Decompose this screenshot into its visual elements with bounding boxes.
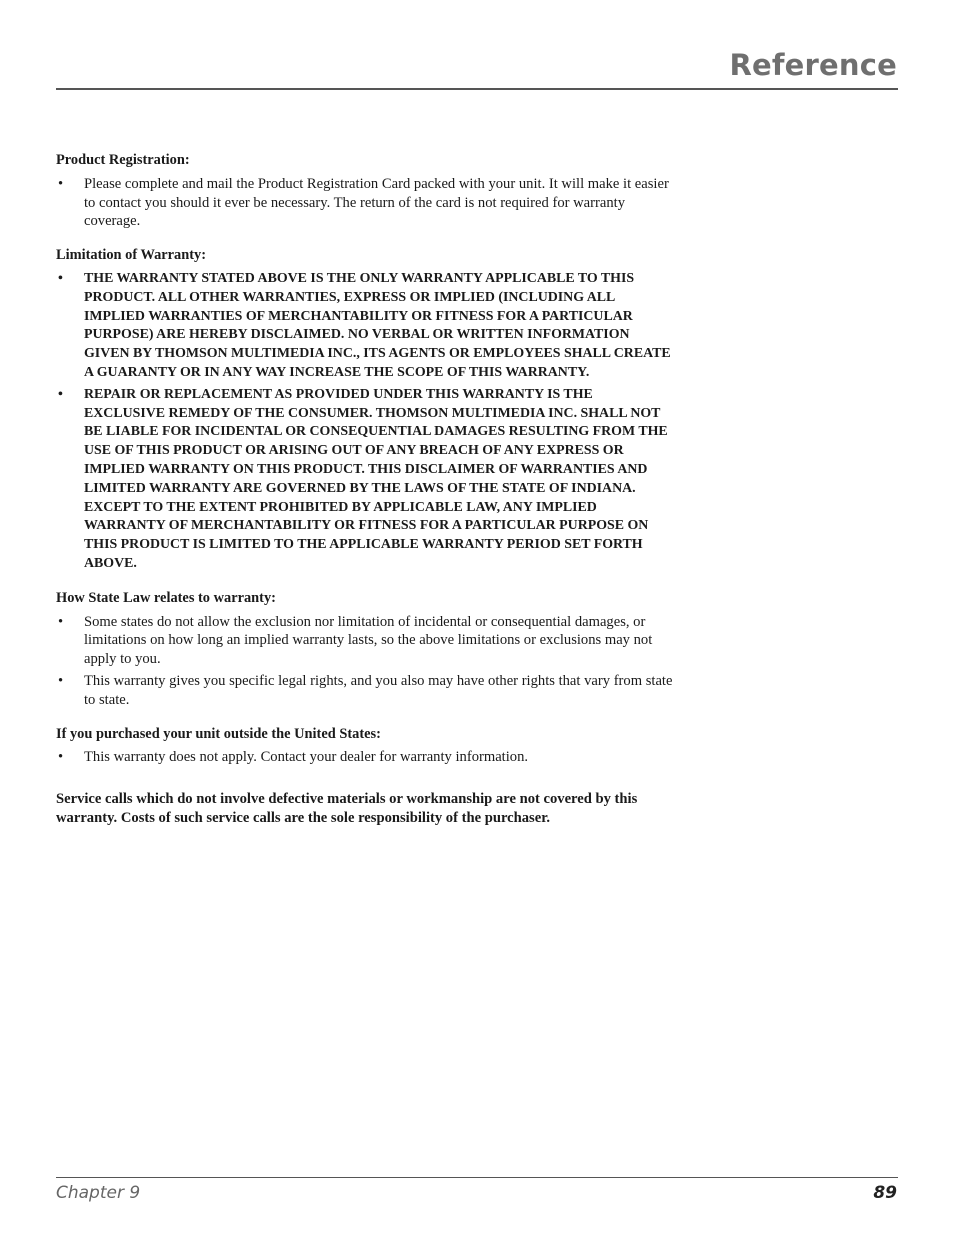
bullet-icon: • xyxy=(58,386,63,402)
list-item-text: This warranty gives you specific legal rights, and you also may have other rights that vary from state to state. xyxy=(84,672,673,708)
section-heading: If you purchased your unit outside the United States: xyxy=(56,725,381,742)
bullet-list xyxy=(56,270,676,574)
section-heading: How State Law relates to warranty: xyxy=(56,589,276,606)
footer-divider xyxy=(56,1177,898,1178)
list-item xyxy=(56,672,676,710)
footer-chapter: Chapter 9 xyxy=(56,1183,141,1203)
bullet-icon: • xyxy=(58,175,64,192)
list-item-text: Some states do not allow the exclusion nor limitation of incidental or consequential damages, or limitations on how long an implied warranty lasts, so the above limitations or exclusions may not apply to you. xyxy=(84,613,653,668)
section-heading: Limitation of Warranty: xyxy=(56,247,207,264)
list-item-text: This warranty does not apply. Contact your dealer for warranty information. xyxy=(84,749,529,766)
bullet-list xyxy=(56,613,676,710)
list-item-text: THE WARRANTY STATED ABOVE IS THE ONLY WARRANTY APPLICABLE TO THIS PRODUCT. ALL OTHER WARRANTIES, EXPRESS OR IMPLIED (INCLUDING ALL IMPLIED WARRANTIES OF MERCHANTABILITY OR FITNESS FOR A PARTICULAR PURPOSE) ARE HEREBY DISCLAIMED. NO VERBAL OR WRITTEN INFORMATION GIVEN BY THOMSON MULTIMEDIA INC., ITS AGENTS OR EMPLOYEES SHALL CREATE A GUARANTY OR IN ANY WAY INCREASE THE SCOPE OF THIS WARRANTY. xyxy=(84,270,671,380)
bullet-icon: • xyxy=(58,672,64,689)
list-item xyxy=(56,386,676,574)
bullet-icon: • xyxy=(58,270,63,286)
service-calls-notice: Service calls which do not involve defective materials or workmanship are not covered by this warranty. Costs of such service calls are the sole responsibility of the purchaser. xyxy=(56,791,638,826)
section-product-registration xyxy=(56,151,676,231)
header-divider xyxy=(56,88,898,90)
page-number: 89 xyxy=(873,1183,897,1203)
list-item-text: Please complete and mail the Product Registration Card packed with your unit. It will make it easier to contact you should it ever be necessary. The return of the card is not required for warranty coverage. xyxy=(84,175,669,230)
bullet-list xyxy=(56,175,676,231)
bullet-icon: • xyxy=(58,613,64,630)
section-heading: Product Registration: xyxy=(56,152,190,168)
list-item-text: REPAIR OR REPLACEMENT AS PROVIDED UNDER THIS WARRANTY IS THE EXCLUSIVE REMEDY OF THE CONSUMER. THOMSON MULTIMEDIA INC. SHALL NOT BE LIABLE FOR INCIDENTAL OR CONSEQUENTIAL DAMAGES RESULTING FROM THE USE OF THIS PRODUCT OR ARISING OUT OF ANY BREACH OF ANY EXPRESS OR IMPLIED WARRANTY ON THIS PRODUCT. THIS DISCLAIMER OF WARRANTIES AND LIMITED WARRANTY ARE GOVERNED BY THE LAWS OF THE STATE OF INDIANA. EXCEPT TO THE EXTENT PROHIBITED BY APPLICABLE LAW, ANY IMPLIED WARRANTY OF MERCHANTABILITY OR FITNESS FOR A PARTICULAR PURPOSE ON THIS PRODUCT IS LIMITED TO THE APPLICABLE WARRANTY PERIOD SET FORTH ABOVE. xyxy=(84,386,668,571)
document-body xyxy=(56,151,676,828)
list-item xyxy=(56,748,676,767)
list-item xyxy=(56,175,676,231)
list-item xyxy=(56,270,676,383)
bullet-list xyxy=(56,748,676,767)
section-limitation-of-warranty xyxy=(56,246,676,574)
list-item xyxy=(56,613,676,669)
section-outside-us xyxy=(56,725,676,768)
section-state-law xyxy=(56,589,676,710)
page-title: Reference xyxy=(729,48,897,82)
bullet-icon: • xyxy=(58,749,64,766)
